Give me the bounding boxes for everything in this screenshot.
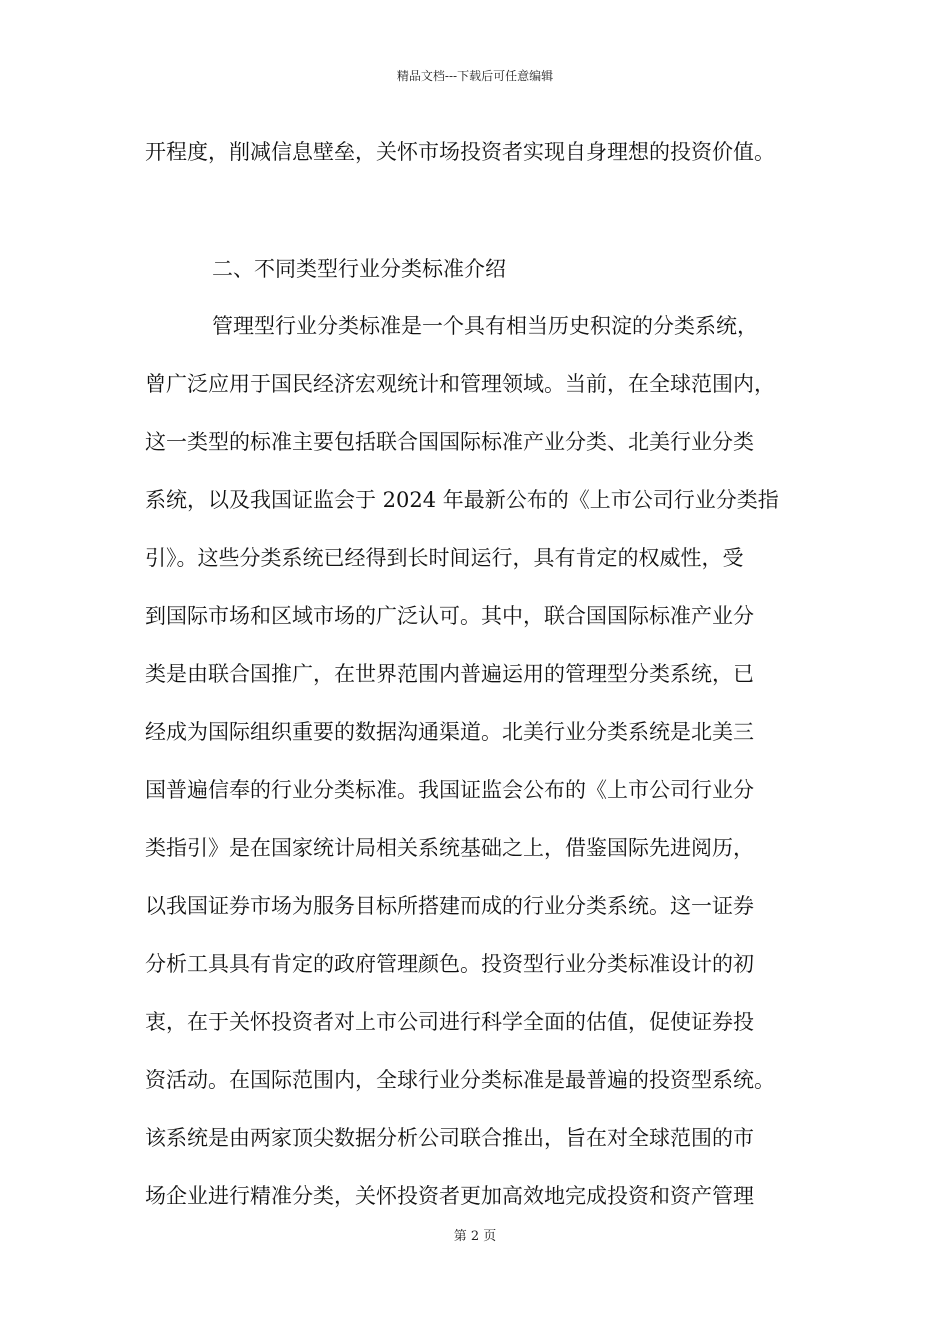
paragraph-line: 类是由联合国推广，在世界范围内普遍运用的管理型分类系统，已 [145, 662, 754, 686]
paragraph-line: 该系统是由两家顶尖数据分析公司联合推出，旨在对全球范围的市 [145, 1126, 754, 1150]
paragraph-line: 这一类型的标准主要包括联合国国际标准产业分类、北美行业分类 [145, 430, 754, 454]
paragraph-line: 以我国证券市场为服务目标所搭建而成的行业分类系统。这一证券 [145, 894, 754, 918]
paragraph-line: 到国际市场和区域市场的广泛认可。其中，联合国国际标准产业分 [145, 604, 754, 628]
paragraph-line: 系统，以及我国证监会于 2024 年最新公布的《上市公司行业分类指 [145, 488, 779, 512]
section-heading: 二、不同类型行业分类标准介绍 [212, 257, 506, 281]
paragraph-line: 类指引》是在国家统计局相关系统基础之上，借鉴国际先进阅历， [145, 836, 754, 860]
paragraph-line: 场企业进行精准分类，关怀投资者更加高效地完成投资和资产管理 [145, 1184, 754, 1208]
intro-line: 开程度，削减信息壁垒，关怀市场投资者实现自身理想的投资价值。 [145, 140, 775, 164]
paragraph-line: 资活动。在国际范围内，全球行业分类标准是最普遍的投资型系统。 [145, 1068, 775, 1092]
page-number: 第 2 页 [453, 1229, 497, 1244]
paragraph-line: 曾广泛应用于国民经济宏观统计和管理领域。当前，在全球范围内， [145, 372, 775, 396]
paragraph-line: 经成为国际组织重要的数据沟通渠道。北美行业分类系统是北美三 [145, 720, 754, 744]
paragraph-line: 分析工具具有肯定的政府管理颜色。投资型行业分类标准设计的初 [145, 952, 754, 976]
paragraph-line: 衷，在于关怀投资者对上市公司进行科学全面的估值，促使证券投 [145, 1010, 754, 1034]
page-header: 精品文档---下载后可任意编辑 [396, 69, 554, 83]
paragraph-line: 管理型行业分类标准是一个具有相当历史积淀的分类系统， [212, 314, 758, 338]
paragraph-line: 引》。这些分类系统已经得到长时间运行，具有肯定的权威性，受 [145, 546, 744, 570]
paragraph-line: 国普遍信奉的行业分类标准。我国证监会公布的《上市公司行业分 [145, 778, 754, 802]
